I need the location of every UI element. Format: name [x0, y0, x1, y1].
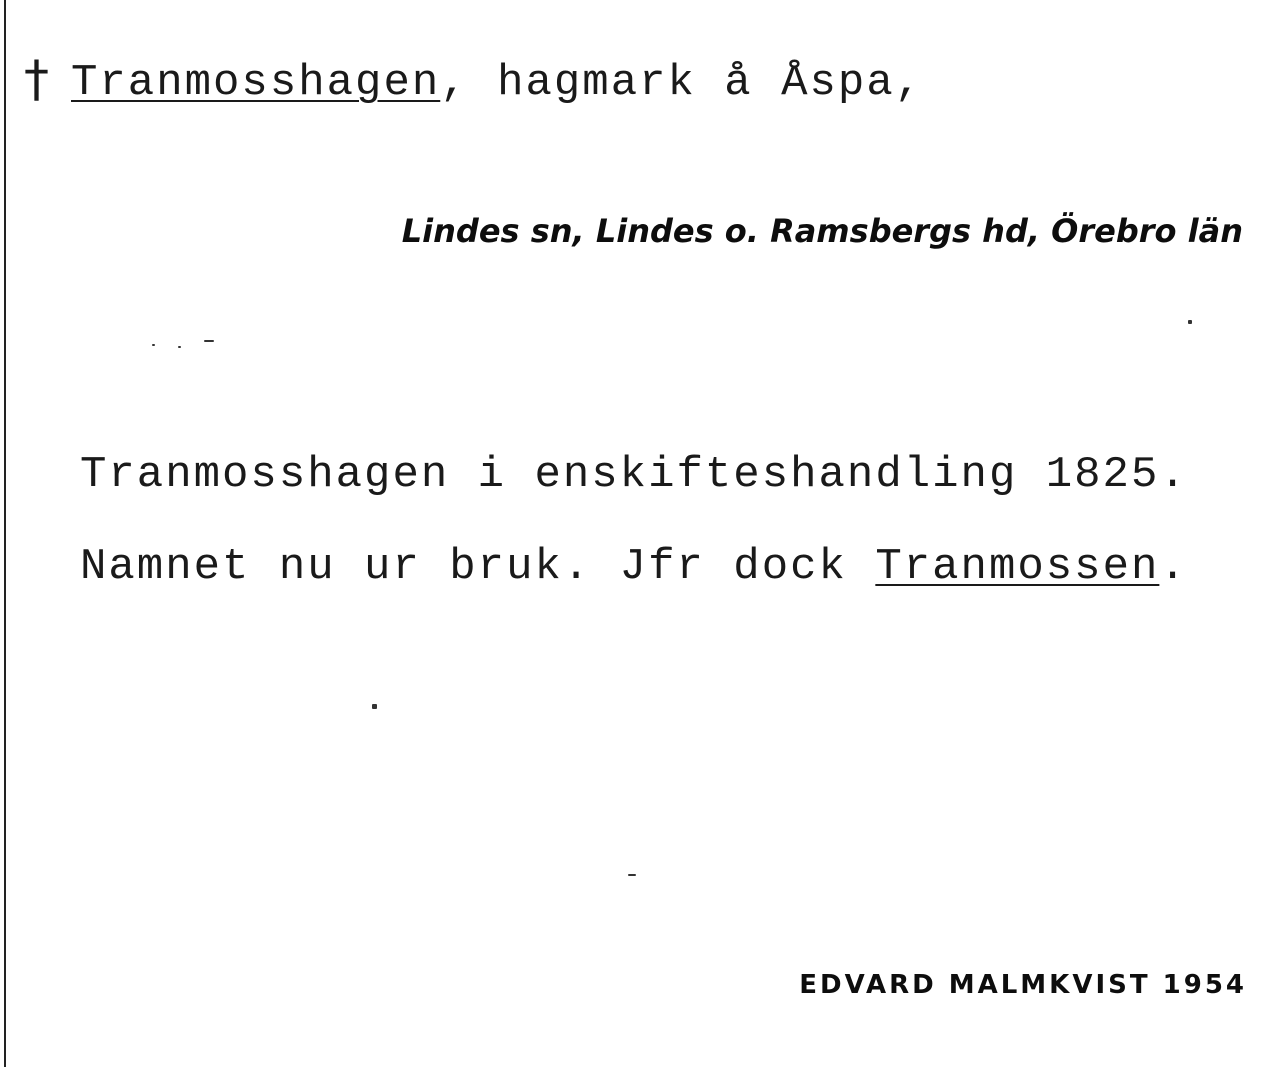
body-line-2: [80, 542, 1188, 592]
parish-location: Lindes sn, Lindes o. Ramsbergs hd, Örebro län: [401, 212, 1243, 250]
ink-speck: [152, 344, 155, 346]
cross-reference: Tranmossen: [875, 542, 1160, 592]
body-line-1: Tranmosshagen i enskifteshandling 1825.: [80, 450, 1188, 500]
cross-icon: †: [24, 50, 51, 108]
ink-speck: [204, 340, 214, 342]
place-description: , hagmark å Åspa,: [440, 58, 924, 108]
ink-speck: [178, 346, 181, 348]
ink-speck: [628, 874, 636, 876]
place-name: Tranmosshagen: [71, 58, 441, 108]
ink-speck: [1188, 320, 1192, 324]
card-heading: [24, 50, 923, 108]
body-line-2-end: .: [1159, 542, 1188, 592]
author-signature: EDVARD MALMKVIST 1954: [799, 970, 1247, 1000]
body-line-2-text: Namnet nu ur bruk. Jfr dock: [80, 542, 876, 592]
ink-speck: [372, 704, 377, 709]
card-left-edge: [4, 0, 6, 1067]
